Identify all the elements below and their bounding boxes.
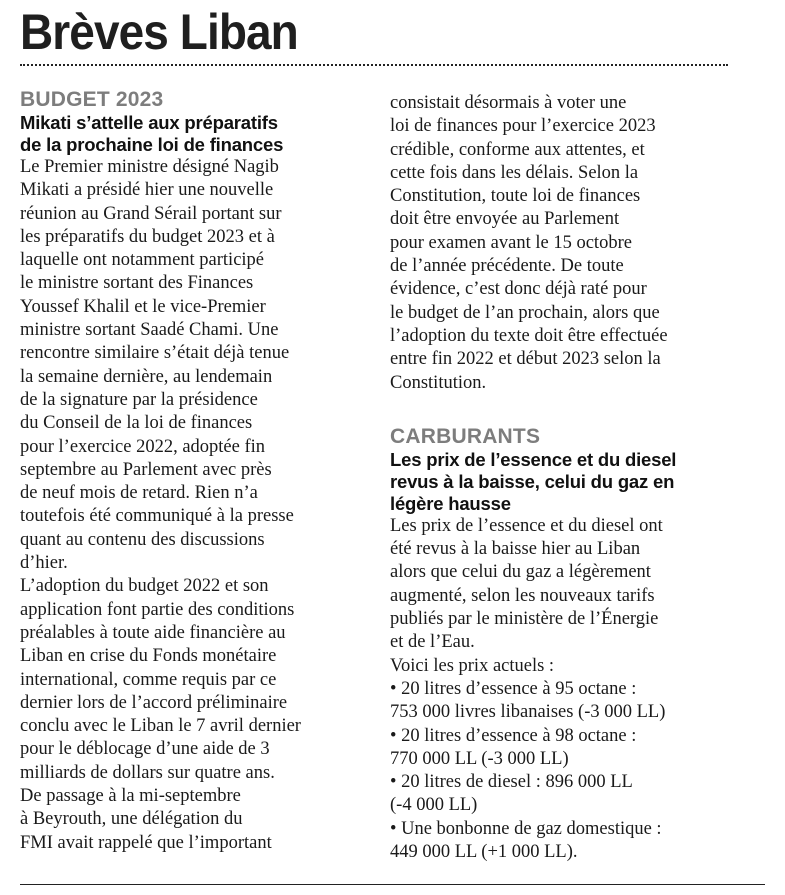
budget-kicker: BUDGET 2023 [20,88,164,111]
page-masthead: Brèves Liban [20,4,298,60]
budget-paragraph-2: L’adoption du budget 2022 et son application font partie des conditions préalables à toute aide financière au Liban en crise du Fonds monétaire international, comme requis par ce dernier lors de l’accord préliminaire conclu avec le Liban le 7 avril dernier pour le déblocage d’une aide de 3 milliards de dollars sur quatre ans. De passage à la mi-septembre à Beyrouth, une délégation du FMI avait rappelé que l’important [20,576,301,853]
budget-headline-line-2: de la prochaine loi de finances [20,134,284,155]
fuel-headline-line-2: revus à la baisse, celui du gaz en [390,470,675,492]
list-item: • 20 litres de diesel : 896 000 LL (-4 000 LL) [390,772,633,816]
budget-paragraph-3: consistait désormais à voter une loi de finances pour l’exercice 2023 crédible, conforme aux attentes, et cette fois dans les délais. Selon la Constitution, toute loi de finances doit être envoyée au Parlement pour examen avant le 15 octobre de l’année précédente. De toute évidence, c’est donc déjà raté pour le budget de l’an prochain, alors que l’adoption du texte doit être effectuée entre fin 2022 et début 2023 selon la Constitution. [390,93,668,393]
fuel-prices-intro: Voici les prix actuels : [390,655,555,676]
budget-headline-line-1: Mikati s’attelle aux préparatifs [20,112,278,133]
bottom-divider [20,884,765,885]
dotted-divider [20,64,728,66]
fuel-kicker: CARBURANTS [390,424,541,448]
list-item: • 20 litres d’essence à 95 octane : 753 000 livres libanaises (-3 000 LL) [390,678,666,723]
right-column [390,92,738,864]
budget-paragraph-1: Le Premier ministre désigné Nagib Mikati a présidé hier une nouvelle réunion au Grand Sérail portant sur les préparatifs du budget 2023 et à laquelle ont notamment participé le ministre sortant des Finances Youssef Khalil et le vice-Premier ministre sortant Saadé Chami. Une rencontre similaire s’était déjà tenue la semaine dernière, au lendemain de la signature par la présidence du Conseil de la loi de finances pour l’exercice 2022, adoptée fin septembre au Parlement avec près de neuf mois de retard. Rien n’a toutefois été communiqué à la presse quant au contenu des discussions d’hier. [20,157,294,574]
fuel-headline-line-3: légère hausse [390,492,511,514]
list-item: • Une bonbonne de gaz domestique : 449 000 LL (+1 000 LL). [390,818,662,863]
fuel-paragraph-1: Les prix de l’essence et du diesel ont été revus à la baisse hier au Liban alors que celui du gaz a légèrement augmenté, selon les nouveaux tarifs publiés par le ministère de l’Énergie et de l’Eau. [390,515,663,653]
fuel-article [390,425,738,864]
fuel-price-list [390,678,738,864]
fuel-headline-line-1: Les prix de l’essence et du diesel [390,448,677,470]
list-item: • 20 litres d’essence à 98 octane : 770 000 LL (-3 000 LL) [390,725,637,769]
budget-article-column-1 [20,88,368,855]
